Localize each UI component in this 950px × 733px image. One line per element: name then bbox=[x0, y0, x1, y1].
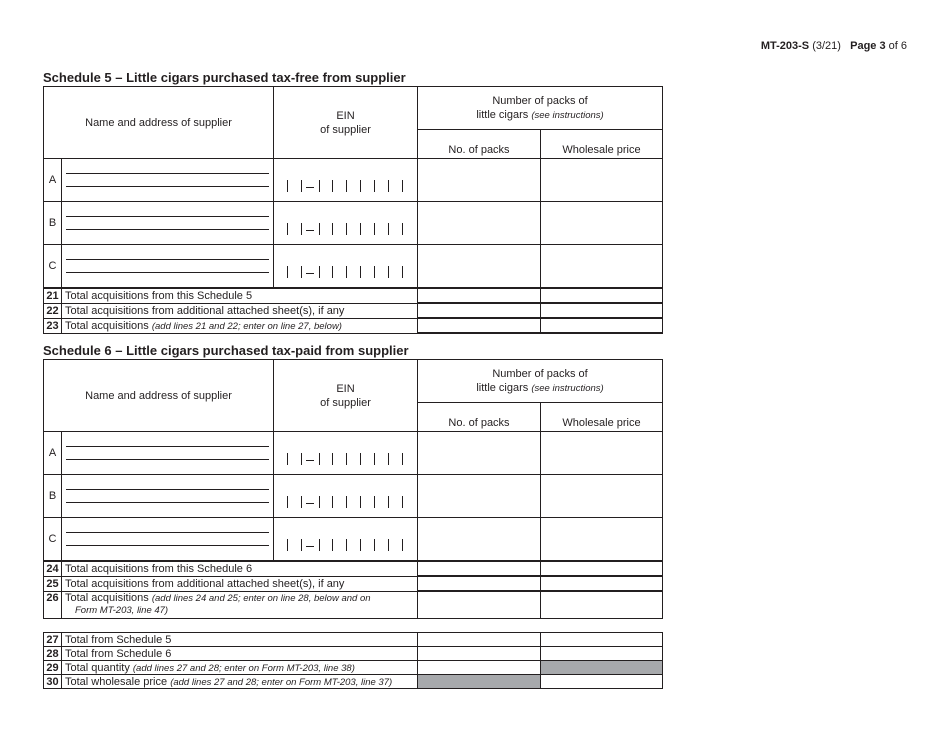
packs-input[interactable] bbox=[418, 245, 541, 289]
line-number: 28 bbox=[44, 647, 62, 661]
line-label: Total acquisitions from this Schedule 6 bbox=[62, 561, 418, 576]
row-letter: B bbox=[44, 475, 62, 518]
total-packs-input bbox=[418, 675, 541, 689]
total-line-row bbox=[44, 633, 663, 647]
line-wholesale-input[interactable] bbox=[541, 561, 663, 576]
supplier-name-field[interactable] bbox=[62, 159, 274, 202]
supplier-name-field[interactable] bbox=[62, 518, 274, 562]
supplier-row bbox=[44, 475, 663, 518]
line-wholesale-input[interactable] bbox=[541, 318, 663, 333]
line-number: 21 bbox=[44, 288, 62, 303]
packs-input[interactable] bbox=[418, 432, 541, 475]
packs-input[interactable] bbox=[418, 518, 541, 562]
line-number: 25 bbox=[44, 576, 62, 591]
col-wholesale-header: Wholesale price bbox=[541, 130, 663, 159]
supplier-row bbox=[44, 159, 663, 202]
line-number: 22 bbox=[44, 303, 62, 318]
packs-input[interactable] bbox=[418, 159, 541, 202]
schedule6-title: Schedule 6 – Little cigars purchased tax-paid from supplier bbox=[43, 343, 409, 358]
col-ein-header: EIN of supplier bbox=[274, 360, 418, 432]
line-number: 23 bbox=[44, 318, 62, 333]
total-line-row bbox=[44, 288, 663, 303]
line-label: Total from Schedule 5 bbox=[62, 633, 418, 647]
supplier-row bbox=[44, 245, 663, 289]
total-wholesale-input[interactable] bbox=[541, 633, 663, 647]
line-number: 26 bbox=[44, 591, 62, 618]
col-name-header: Name and address of supplier bbox=[44, 87, 274, 159]
form-id: MT-203-S bbox=[760, 40, 810, 52]
total-line-row bbox=[44, 576, 663, 591]
line-packs-input[interactable] bbox=[418, 288, 541, 303]
line-number: 27 bbox=[44, 633, 62, 647]
supplier-name-field[interactable] bbox=[62, 432, 274, 475]
wholesale-input[interactable] bbox=[541, 475, 663, 518]
line-label: Total acquisitions from this Schedule 5 bbox=[62, 288, 418, 303]
page-label: Page 3 bbox=[850, 40, 886, 52]
line-packs-input[interactable] bbox=[418, 561, 541, 576]
total-packs-input[interactable] bbox=[418, 633, 541, 647]
line-packs-input[interactable] bbox=[418, 591, 541, 618]
ein-field[interactable] bbox=[274, 245, 418, 289]
line-label: Total from Schedule 6 bbox=[62, 647, 418, 661]
supplier-row bbox=[44, 432, 663, 475]
line-wholesale-input[interactable] bbox=[541, 288, 663, 303]
supplier-name-field[interactable] bbox=[62, 202, 274, 245]
total-line-row bbox=[44, 661, 663, 675]
packs-input[interactable] bbox=[418, 475, 541, 518]
total-wholesale-input bbox=[541, 661, 663, 675]
ein-field[interactable] bbox=[274, 432, 418, 475]
total-line-row bbox=[44, 591, 663, 618]
total-line-row bbox=[44, 318, 663, 333]
supplier-name-field[interactable] bbox=[62, 475, 274, 518]
total-wholesale-input[interactable] bbox=[541, 647, 663, 661]
supplier-row bbox=[44, 202, 663, 245]
row-letter: C bbox=[44, 518, 62, 562]
line-label: Total acquisitions from additional attached sheet(s), if any bbox=[62, 303, 418, 318]
line-label: Total acquisitions (add lines 24 and 25; enter on line 28, below and on Form MT-203, line 47) bbox=[62, 591, 418, 618]
supplier-name-field[interactable] bbox=[62, 245, 274, 289]
col-wholesale-header: Wholesale price bbox=[541, 403, 663, 432]
ein-field[interactable] bbox=[274, 518, 418, 562]
line-wholesale-input[interactable] bbox=[541, 576, 663, 591]
total-line-row bbox=[44, 647, 663, 661]
line-packs-input[interactable] bbox=[418, 318, 541, 333]
schedule5-title: Schedule 5 – Little cigars purchased tax-free from supplier bbox=[43, 70, 406, 85]
supplier-row bbox=[44, 518, 663, 562]
col-no-packs-header: No. of packs bbox=[418, 403, 541, 432]
ein-field[interactable] bbox=[274, 475, 418, 518]
total-packs-input[interactable] bbox=[418, 647, 541, 661]
total-wholesale-input[interactable] bbox=[541, 675, 663, 689]
schedule6-table bbox=[43, 359, 663, 619]
line-label: Total acquisitions (add lines 21 and 22; enter on line 27, below) bbox=[62, 318, 418, 333]
col-packs-header: Number of packs of little cigars (see instructions) bbox=[418, 87, 663, 130]
line-wholesale-input[interactable] bbox=[541, 303, 663, 318]
line-label: Total acquisitions from additional attached sheet(s), if any bbox=[62, 576, 418, 591]
col-name-header: Name and address of supplier bbox=[44, 360, 274, 432]
line-number: 30 bbox=[44, 675, 62, 689]
totals-table bbox=[43, 632, 663, 689]
total-line-row bbox=[44, 303, 663, 318]
line-packs-input[interactable] bbox=[418, 303, 541, 318]
line-wholesale-input[interactable] bbox=[541, 591, 663, 618]
line-packs-input[interactable] bbox=[418, 576, 541, 591]
total-line-row bbox=[44, 561, 663, 576]
total-line-row bbox=[44, 675, 663, 689]
wholesale-input[interactable] bbox=[541, 245, 663, 289]
schedule5-table bbox=[43, 86, 663, 334]
line-number: 29 bbox=[44, 661, 62, 675]
wholesale-input[interactable] bbox=[541, 159, 663, 202]
row-letter: B bbox=[44, 202, 62, 245]
form-revision: (3/21) bbox=[812, 40, 841, 52]
row-letter: A bbox=[44, 159, 62, 202]
line-label: Total wholesale price (add lines 27 and 28; enter on Form MT-203, line 37) bbox=[62, 675, 418, 689]
col-no-packs-header: No. of packs bbox=[418, 130, 541, 159]
ein-field[interactable] bbox=[274, 202, 418, 245]
col-ein-header: EIN of supplier bbox=[274, 87, 418, 159]
wholesale-input[interactable] bbox=[541, 432, 663, 475]
line-label: Total quantity (add lines 27 and 28; enter on Form MT-203, line 38) bbox=[62, 661, 418, 675]
total-packs-input[interactable] bbox=[418, 661, 541, 675]
packs-input[interactable] bbox=[418, 202, 541, 245]
wholesale-input[interactable] bbox=[541, 518, 663, 562]
page-of: of 6 bbox=[888, 40, 907, 52]
form-header bbox=[761, 40, 907, 52]
row-letter: C bbox=[44, 245, 62, 289]
ein-field[interactable] bbox=[274, 159, 418, 202]
wholesale-input[interactable] bbox=[541, 202, 663, 245]
col-packs-header: Number of packs of little cigars (see instructions) bbox=[418, 360, 663, 403]
line-number: 24 bbox=[44, 561, 62, 576]
row-letter: A bbox=[44, 432, 62, 475]
